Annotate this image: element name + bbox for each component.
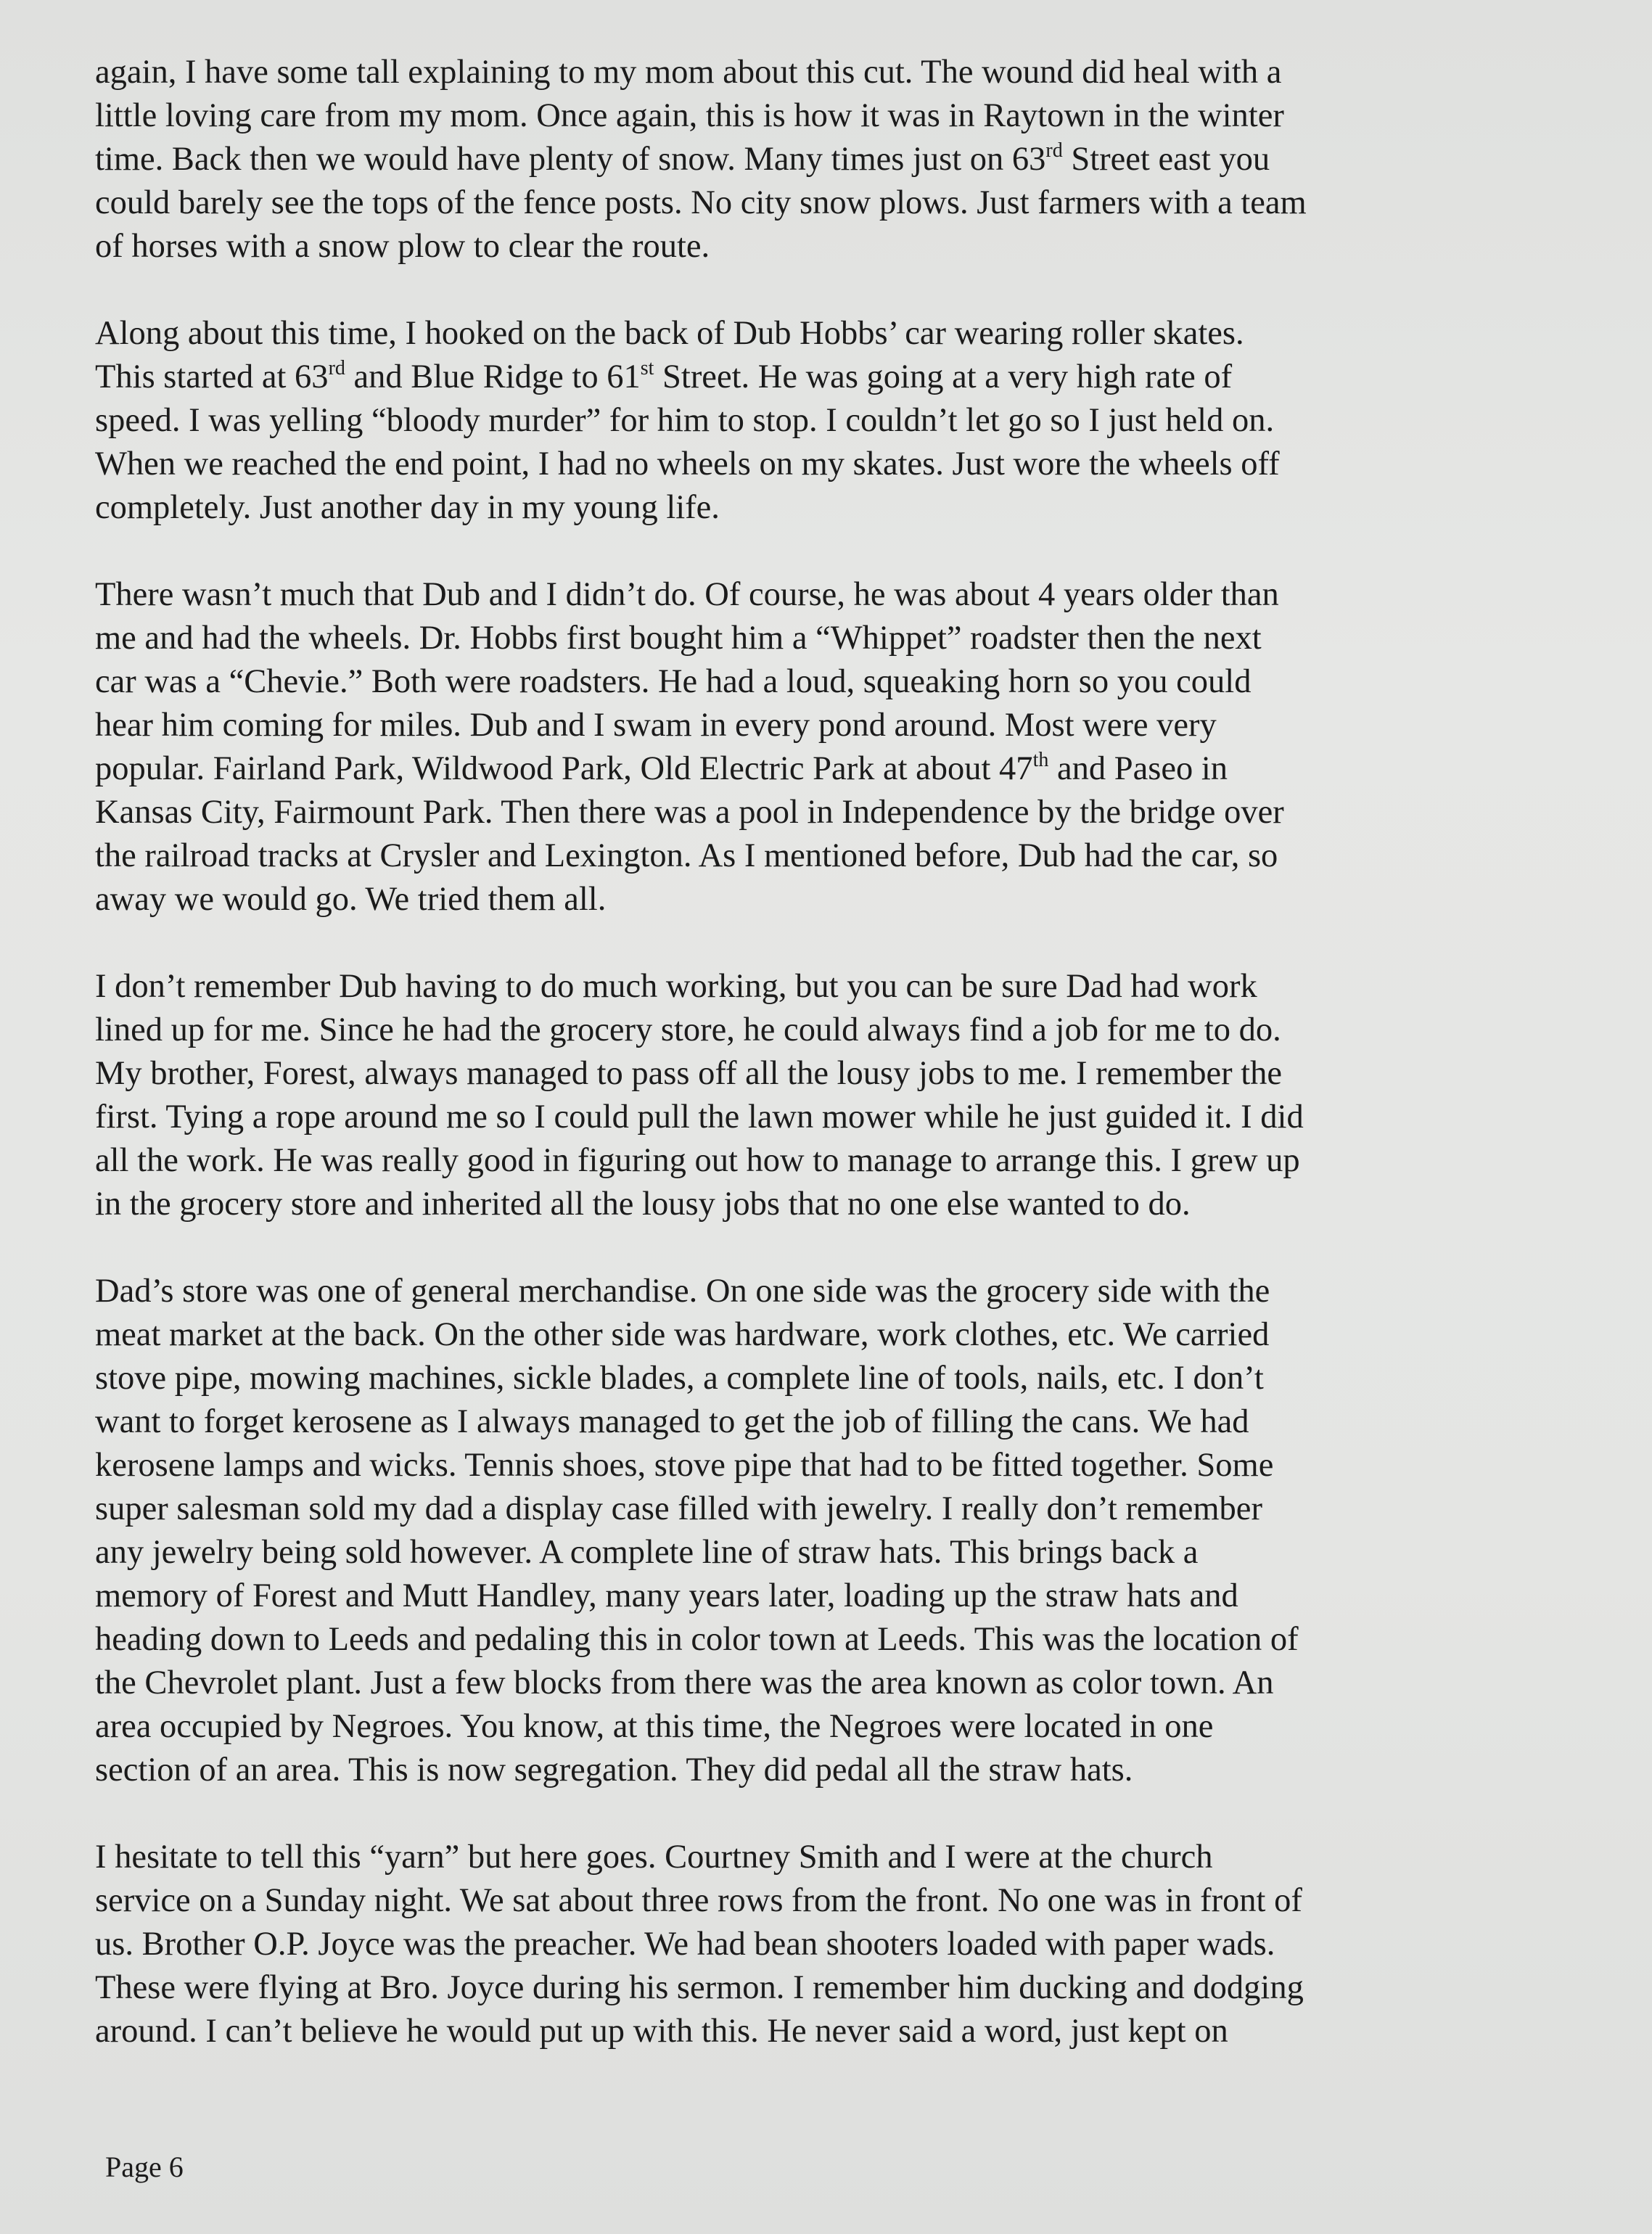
- text-segment: all the work. He was really good in figuring out how to manage to arrange this. I grew up: [95, 1142, 1300, 1179]
- text-line: [95, 1574, 1481, 1618]
- ordinal-suffix: rd: [1045, 139, 1063, 162]
- paragraph: [95, 573, 1481, 921]
- text-segment: Along about this time, I hooked on the back of Dub Hobbs’ car wearing roller skates.: [95, 315, 1244, 352]
- text-segment: stove pipe, mowing machines, sickle blades, a complete line of tools, nails, etc. I don’t: [95, 1360, 1264, 1397]
- text-line: [95, 486, 1481, 530]
- text-line: [95, 1836, 1481, 1879]
- page-number: Page 6: [105, 2151, 184, 2183]
- text-line: [95, 1183, 1481, 1226]
- text-line: [95, 94, 1481, 138]
- text-segment: completely. Just another day in my young life.: [95, 489, 720, 526]
- text-segment: speed. I was yelling “bloody murder” for him to stop. I couldn’t let go so I just held on.: [95, 402, 1275, 439]
- text-line: [95, 747, 1481, 791]
- paragraph: [95, 965, 1481, 1226]
- text-segment: This started at 63: [95, 358, 329, 395]
- text-segment: little loving care from my mom. Once again, this is how it was in Raytown in the winter: [95, 97, 1284, 134]
- text-segment: memory of Forest and Mutt Handley, many years later, loading up the straw hats and: [95, 1577, 1238, 1614]
- text-line: [95, 1052, 1481, 1096]
- text-line: [95, 138, 1481, 181]
- text-line: [95, 704, 1481, 747]
- ordinal-suffix: rd: [328, 357, 345, 379]
- text-line: [95, 1966, 1481, 2010]
- text-segment: and Paseo in: [1048, 750, 1228, 787]
- text-segment: heading down to Leeds and pedaling this in color town at Leeds. This was the location of: [95, 1621, 1299, 1658]
- text-segment: in the grocery store and inherited all the lousy jobs that no one else wanted to do.: [95, 1186, 1191, 1223]
- paragraph: [95, 312, 1481, 530]
- text-segment: me and had the wheels. Dr. Hobbs first bought him a “Whippet” roadster then the next: [95, 620, 1262, 657]
- text-segment: area occupied by Negroes. You know, at this time, the Negroes were located in one: [95, 1708, 1214, 1745]
- text-segment: away we would go. We tried them all.: [95, 881, 607, 918]
- text-line: [95, 1139, 1481, 1183]
- text-segment: car was a “Chevie.” Both were roadsters. He had a loud, squeaking horn so you could: [95, 663, 1252, 700]
- ordinal-suffix: st: [640, 357, 654, 379]
- text-segment: Street east you: [1062, 141, 1270, 178]
- text-line: [95, 181, 1481, 225]
- text-segment: time. Back then we would have plenty of snow. Many times just on 63: [95, 141, 1046, 178]
- text-segment: the railroad tracks at Crysler and Lexington. As I mentioned before, Dub had the car, so: [95, 837, 1278, 874]
- text-segment: hear him coming for miles. Dub and I swam in every pond around. Most were very: [95, 707, 1217, 744]
- text-line: [95, 51, 1481, 94]
- text-line: [95, 1096, 1481, 1139]
- text-line: [95, 573, 1481, 617]
- text-segment: again, I have some tall explaining to my mom about this cut. The wound did heal with a: [95, 54, 1282, 91]
- text-segment: us. Brother O.P. Joyce was the preacher. We had bean shooters loaded with paper wads.: [95, 1926, 1275, 1963]
- text-segment: the Chevrolet plant. Just a few blocks from there was the area known as color town. An: [95, 1664, 1274, 1701]
- text-segment: There wasn’t much that Dub and I didn’t do. Of course, he was about 4 years older than: [95, 576, 1279, 613]
- text-line: [95, 1618, 1481, 1662]
- text-line: [95, 1400, 1481, 1444]
- text-line: [95, 1444, 1481, 1487]
- text-line: [95, 2010, 1481, 2053]
- text-line: [95, 1923, 1481, 1966]
- text-segment: super salesman sold my dad a display case filled with jewelry. I really don’t remember: [95, 1490, 1262, 1527]
- text-segment: and Blue Ridge to 61: [345, 358, 641, 395]
- text-line: [95, 356, 1481, 399]
- ordinal-suffix: th: [1032, 749, 1049, 771]
- text-segment: I hesitate to tell this “yarn” but here goes. Courtney Smith and I were at the church: [95, 1839, 1213, 1876]
- text-segment: My brother, Forest, always managed to pass off all the lousy jobs to me. I remember the: [95, 1055, 1283, 1092]
- text-segment: kerosene lamps and wicks. Tennis shoes, stove pipe that had to be fitted together. Some: [95, 1447, 1274, 1484]
- text-line: [95, 1879, 1481, 1923]
- text-segment: These were flying at Bro. Joyce during his sermon. I remember him ducking and dodging: [95, 1969, 1304, 2006]
- text-line: [95, 1487, 1481, 1531]
- text-segment: of horses with a snow plow to clear the route.: [95, 228, 710, 265]
- text-line: [95, 834, 1481, 878]
- text-segment: could barely see the tops of the fence posts. No city snow plows. Just farmers with a team: [95, 184, 1307, 221]
- text-segment: When we reached the end point, I had no wheels on my skates. Just wore the wheels off: [95, 445, 1280, 482]
- text-line: [95, 1313, 1481, 1357]
- text-segment: Street. He was going at a very high rate of: [654, 358, 1233, 395]
- text-line: [95, 660, 1481, 704]
- text-segment: want to forget kerosene as I always managed to get the job of filling the cans. We had: [95, 1403, 1249, 1440]
- text-line: [95, 225, 1481, 268]
- paragraph: [95, 1836, 1481, 2053]
- text-line: [95, 443, 1481, 486]
- paragraph: [95, 51, 1481, 268]
- text-segment: popular. Fairland Park, Wildwood Park, Old Electric Park at about 47: [95, 750, 1033, 787]
- body-text: [95, 51, 1481, 2097]
- text-line: [95, 1357, 1481, 1400]
- text-segment: I don’t remember Dub having to do much working, but you can be sure Dad had work: [95, 968, 1257, 1005]
- text-segment: meat market at the back. On the other side was hardware, work clothes, etc. We carried: [95, 1316, 1270, 1353]
- text-segment: lined up for me. Since he had the grocery store, he could always find a job for me to do.: [95, 1011, 1281, 1048]
- text-segment: service on a Sunday night. We sat about three rows from the front. No one was in front of: [95, 1882, 1302, 1919]
- paragraph: [95, 1270, 1481, 1792]
- text-line: [95, 1270, 1481, 1313]
- text-segment: first. Tying a rope around me so I could pull the lawn mower while he just guided it. I did: [95, 1098, 1304, 1136]
- text-line: [95, 312, 1481, 356]
- text-line: [95, 1749, 1481, 1792]
- text-line: [95, 1009, 1481, 1052]
- text-segment: Kansas City, Fairmount Park. Then there was a pool in Independence by the bridge over: [95, 794, 1284, 831]
- text-segment: any jewelry being sold however. A complete line of straw hats. This brings back a: [95, 1534, 1199, 1571]
- text-line: [95, 791, 1481, 834]
- text-segment: section of an area. This is now segregation. They did pedal all the straw hats.: [95, 1752, 1133, 1789]
- text-line: [95, 399, 1481, 443]
- text-line: [95, 1531, 1481, 1574]
- text-line: [95, 965, 1481, 1009]
- text-segment: Dad’s store was one of general merchandise. On one side was the grocery side with the: [95, 1273, 1270, 1310]
- text-line: [95, 1705, 1481, 1749]
- text-segment: around. I can’t believe he would put up with this. He never said a word, just kept on: [95, 2013, 1228, 2050]
- text-line: [95, 617, 1481, 660]
- text-line: [95, 1662, 1481, 1705]
- text-line: [95, 878, 1481, 921]
